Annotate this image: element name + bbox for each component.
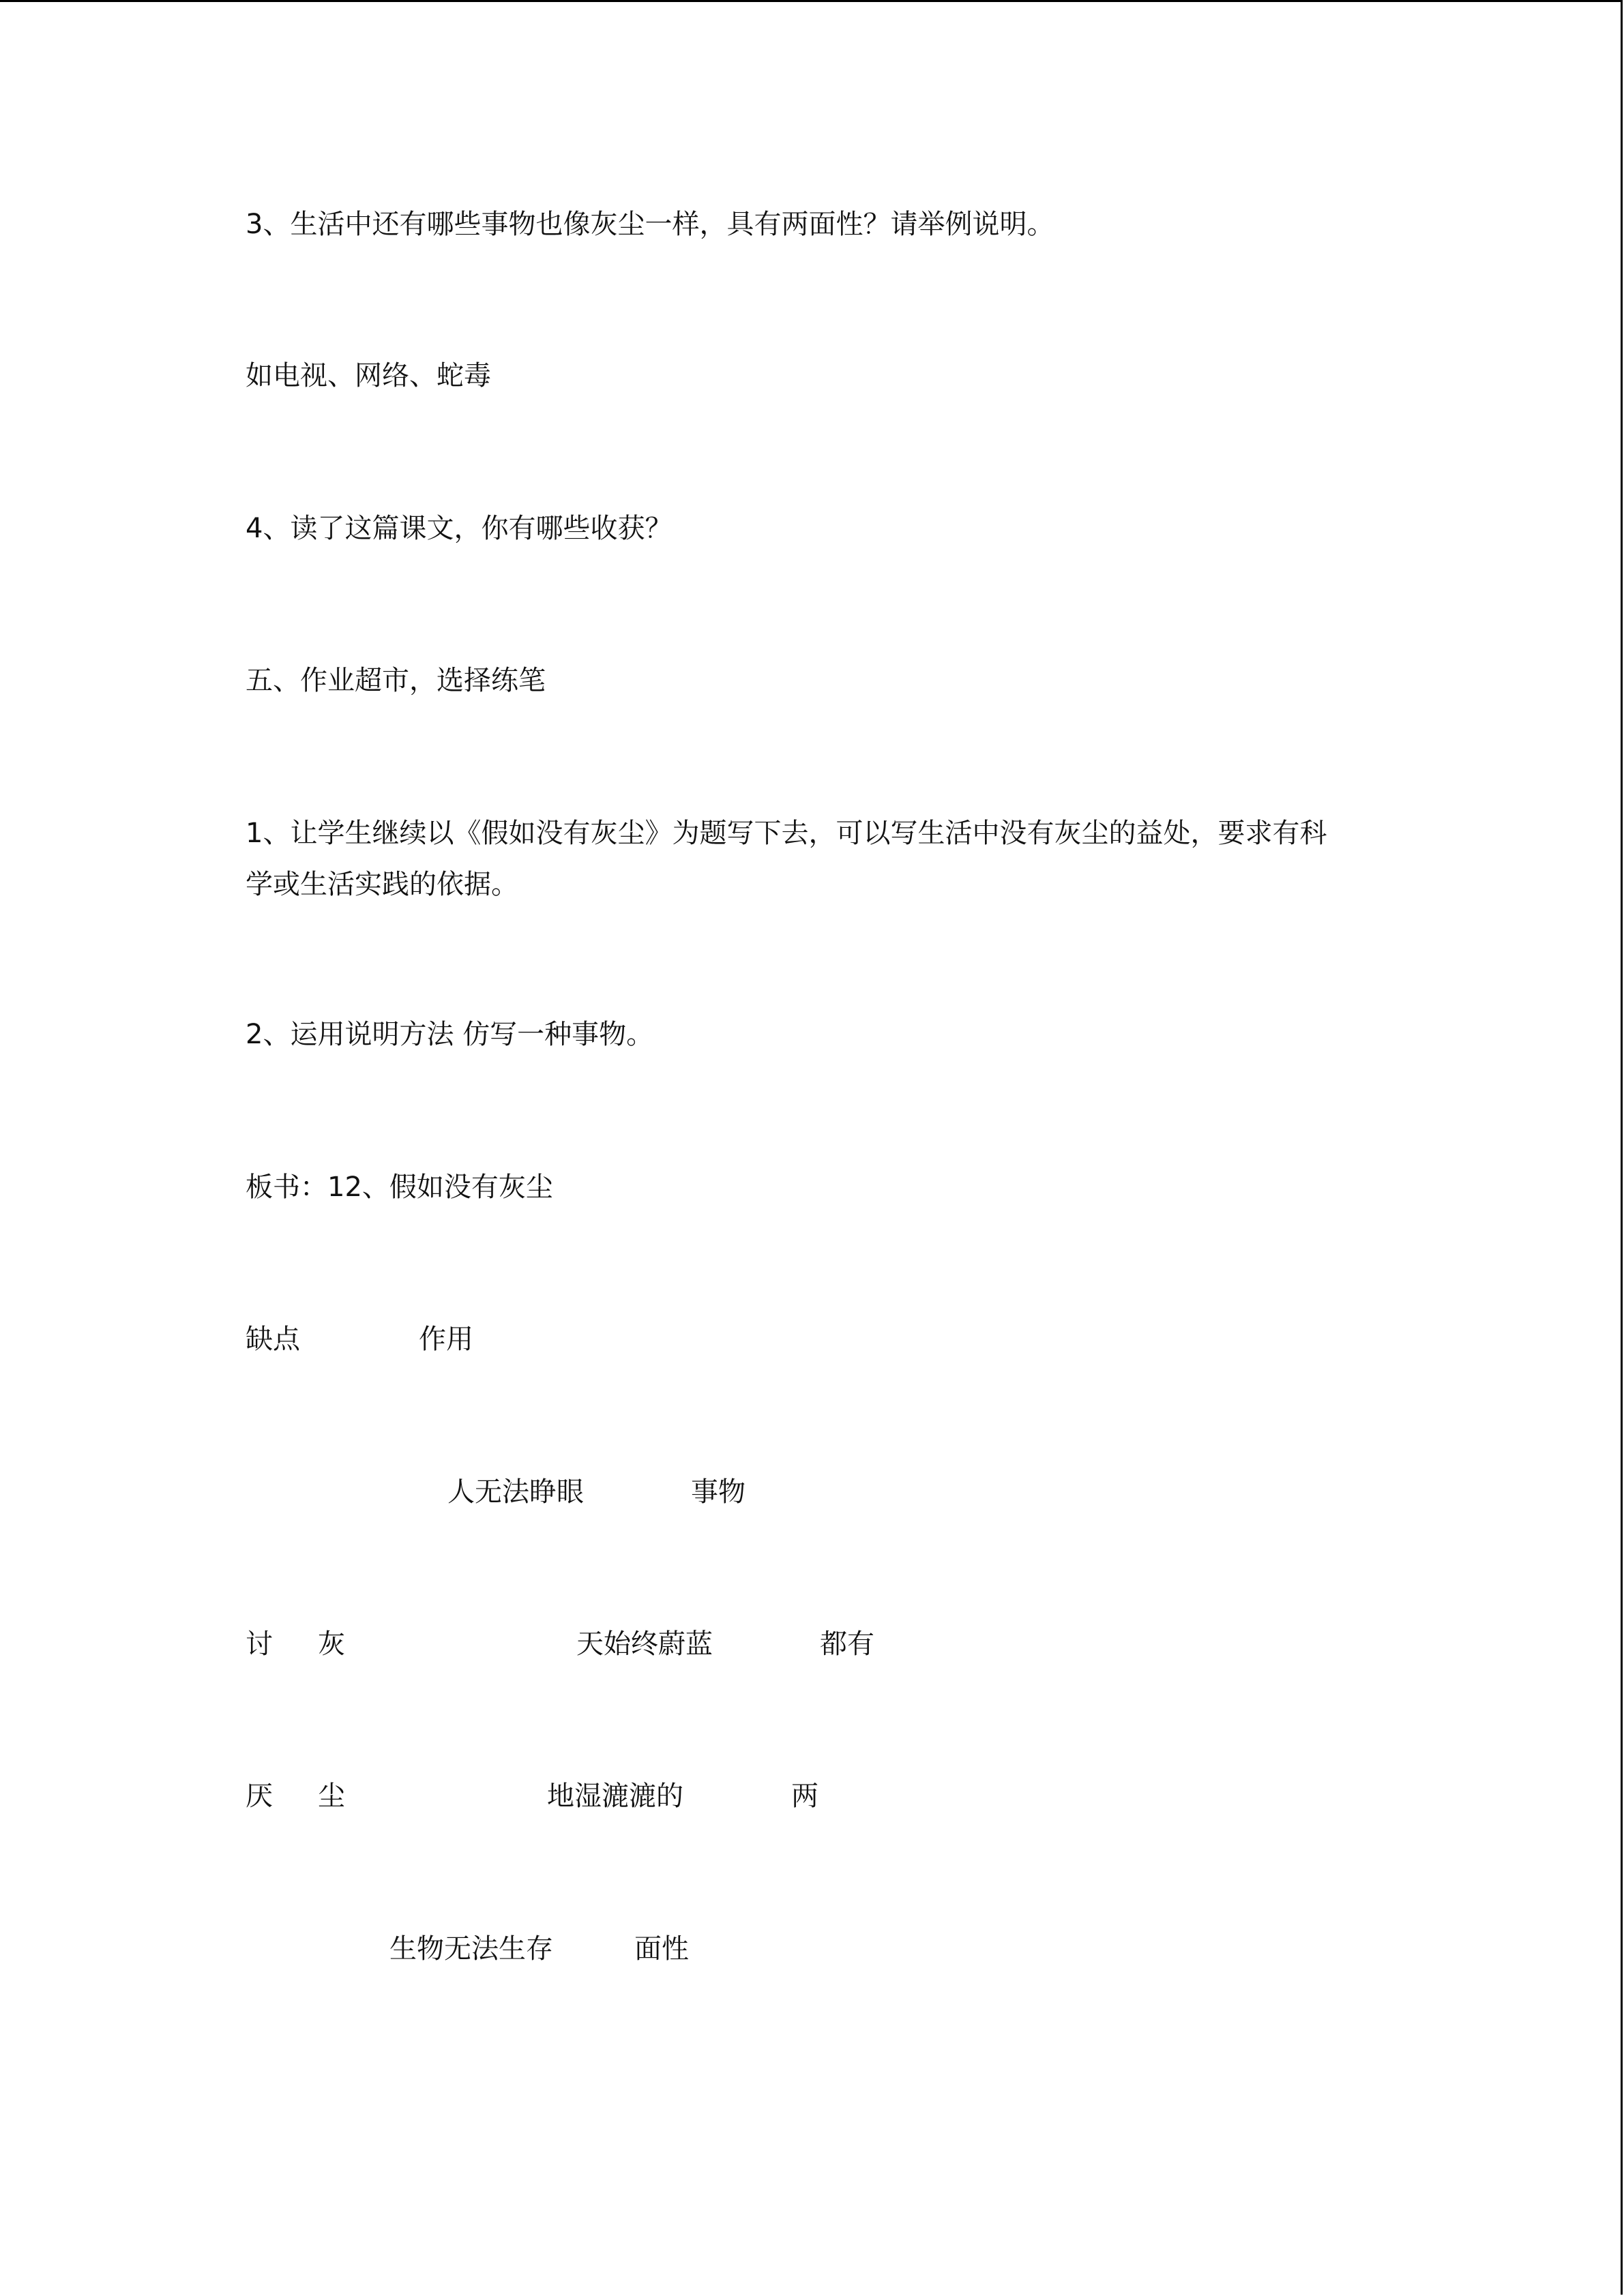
board-sides: 面性	[634, 1933, 689, 1965]
board-life: 生物无法生存	[389, 1933, 553, 1965]
homework-1-line-2: 学或生活实践的依据。	[246, 869, 518, 900]
board-hui: 灰	[318, 1628, 345, 1660]
board-all-have: 都有	[820, 1628, 874, 1660]
board-tao: 讨	[246, 1628, 273, 1660]
board-eye: 人无法睁眼	[447, 1476, 584, 1508]
board-yan: 厌	[246, 1780, 273, 1812]
board-ground: 地湿漉漉的	[547, 1780, 683, 1812]
board-two: 两	[791, 1780, 818, 1812]
board-sky: 天始终蔚蓝	[576, 1628, 713, 1660]
section-5-title: 五、作业超市，选择练笔	[246, 665, 546, 696]
board-title: 板书：12、假如没有灰尘	[246, 1172, 553, 1203]
question-3: 3、生活中还有哪些事物也像灰尘一样，具有两面性？请举例说明。	[246, 209, 1054, 240]
board-things: 事物	[691, 1476, 745, 1508]
question-4: 4、读了这篇课文，你有哪些收获？	[246, 513, 673, 544]
homework-1-line-1: 1、让学生继续以《假如没有灰尘》为题写下去，可以写生活中没有灰尘的益处，要求有科	[246, 818, 1327, 849]
question-3-answer: 如电视、网络、蛇毒	[246, 360, 491, 391]
board-defect: 缺点	[246, 1324, 300, 1355]
homework-2: 2、运用说明方法 仿写一种事物。	[246, 1019, 654, 1050]
board-effect: 作用	[419, 1324, 473, 1355]
board-chen: 尘	[318, 1780, 345, 1812]
